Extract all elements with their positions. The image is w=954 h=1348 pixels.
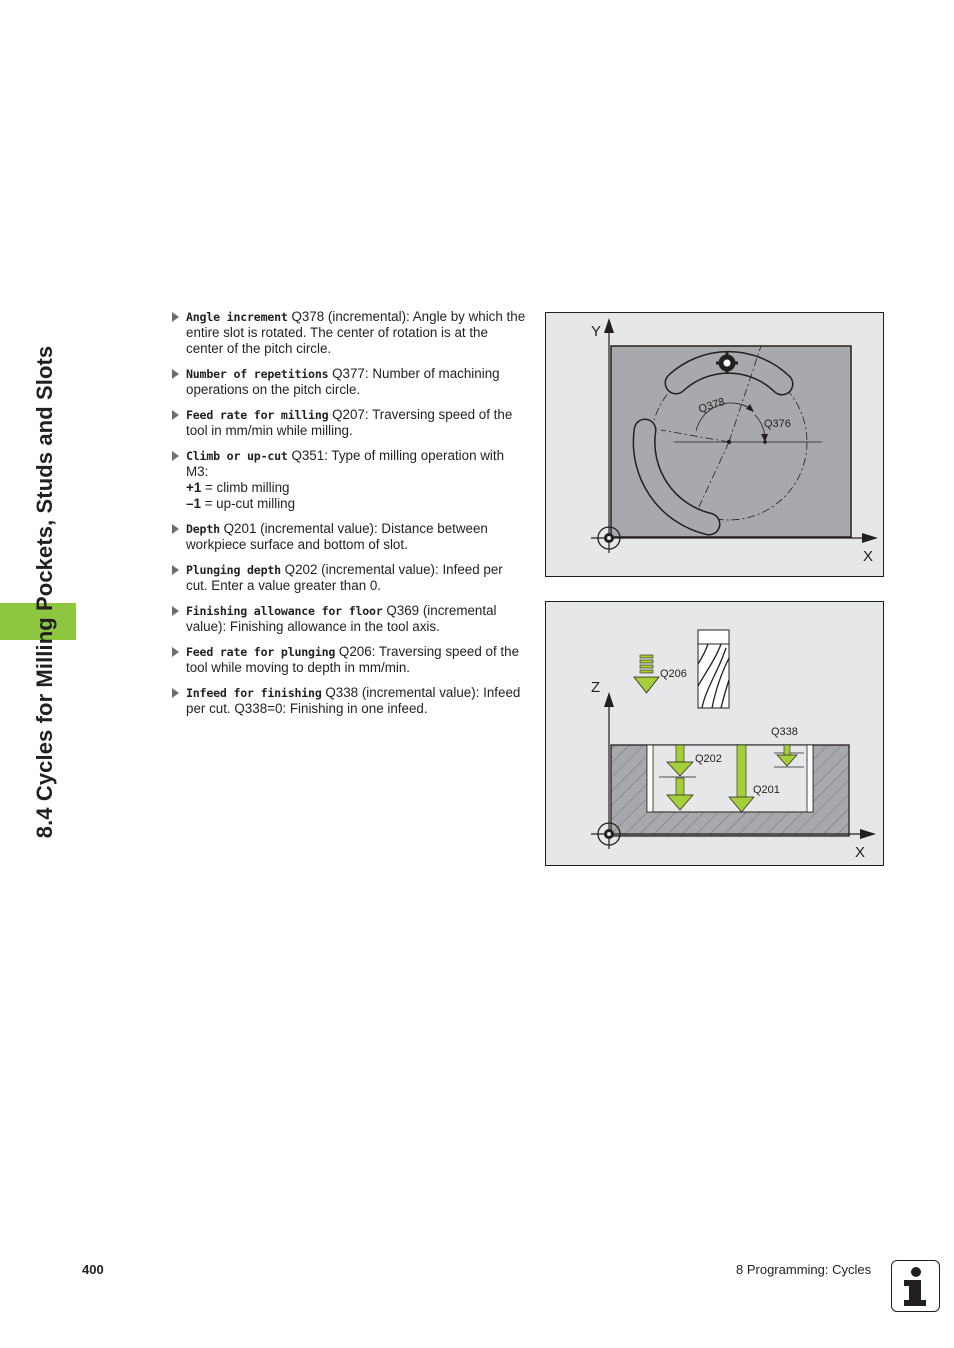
figure-slot-xy: [545, 312, 884, 577]
param-keyword: Depth: [186, 522, 220, 536]
param-description: Q338 (incremental value): Infeed per cut. Q338=0: Finishing in one infeed.: [186, 685, 521, 716]
label-q206: Q206: [660, 668, 687, 680]
label-q201: Q201: [753, 784, 780, 796]
param-keyword: Feed rate for milling: [186, 408, 329, 422]
allowance-left: [647, 745, 653, 812]
param-keyword: Climb or up-cut: [186, 449, 288, 463]
axis-label-x: X: [855, 844, 866, 861]
label-q202: Q202: [695, 753, 722, 765]
bullet-arrow-icon: [172, 688, 179, 698]
rotation-center: [727, 440, 731, 444]
param-keyword: Plunging depth: [186, 563, 281, 577]
param-description: Q377: Number of machining operations on the pitch circle.: [186, 366, 500, 397]
bullet-arrow-icon: [172, 369, 179, 379]
param-keyword: Infeed for finishing: [186, 686, 322, 700]
param-plunging-depth: [172, 562, 527, 594]
axis-label-x: X: [863, 548, 874, 565]
param-keyword: Angle increment: [186, 310, 288, 324]
param-description: Q351: Type of milling operation with M3:: [186, 448, 505, 479]
label-q338: Q338: [771, 726, 798, 738]
bullet-arrow-icon: [172, 451, 179, 461]
param-description: Q207: Traversing speed of the tool in mm/min while milling.: [186, 407, 513, 438]
param-climb-or-up-cut: [172, 448, 527, 512]
parameter-list: [172, 309, 527, 726]
figure-section-xz: [545, 601, 884, 866]
param-number-of-repetitions: [172, 366, 527, 398]
param-infeed-finishing: [172, 685, 527, 717]
chapter-footer: 8 Programming: Cycles: [736, 1262, 872, 1277]
bullet-arrow-icon: [172, 524, 179, 534]
bullet-arrow-icon: [172, 312, 179, 322]
info-icon[interactable]: [891, 1260, 940, 1312]
x-axis-arrow-icon: [860, 829, 876, 839]
x-axis-arrow-icon: [862, 533, 878, 543]
bullet-arrow-icon: [172, 647, 179, 657]
label-q376: Q376: [764, 418, 791, 430]
z-axis-arrow-icon: [604, 692, 614, 707]
feed-rate-arrow-icon: [634, 655, 659, 693]
bullet-arrow-icon: [172, 606, 179, 616]
param-description: Q369 (incremental value): Finishing allowance in the tool axis.: [186, 603, 497, 634]
section-title-vertical: 8.4 Cycles for Milling Pockets, Studs and Slots: [32, 345, 57, 839]
axis-label-y: Y: [591, 323, 602, 340]
param-description: Q378 (incremental): Angle by which the entire slot is rotated. The center of rotation is at the center of the pitch circle.: [186, 309, 526, 356]
bullet-arrow-icon: [172, 410, 179, 420]
y-axis-arrow-icon: [604, 318, 614, 333]
param-description: Q201 (incremental value): Distance between workpiece surface and bottom of slot.: [186, 521, 488, 552]
start-point: [763, 440, 767, 444]
label-q378: Q378: [697, 395, 727, 416]
end-mill-tool-icon: [698, 630, 729, 708]
param-feed-rate-plunging: [172, 644, 527, 676]
bullet-arrow-icon: [172, 565, 179, 575]
param-keyword: Feed rate for plunging: [186, 645, 336, 659]
axis-label-z: Z: [591, 679, 601, 696]
param-keyword: Finishing allowance for floor: [186, 604, 383, 618]
param-finishing-allowance-floor: [172, 603, 527, 635]
option-climb: +1 = climb milling: [186, 480, 290, 495]
param-keyword: Number of repetitions: [186, 367, 329, 381]
param-description: Q202 (incremental value): Infeed per cut. Enter a value greater than 0.: [186, 562, 503, 593]
param-angle-increment: [172, 309, 527, 357]
param-feed-rate-milling: [172, 407, 527, 439]
page-number: 400: [82, 1262, 104, 1277]
param-description: Q206: Traversing speed of the tool while moving to depth in mm/min.: [186, 644, 520, 675]
option-up-cut: –1 = up-cut milling: [186, 496, 296, 511]
param-depth: [172, 521, 527, 553]
allowance-right: [807, 745, 813, 812]
